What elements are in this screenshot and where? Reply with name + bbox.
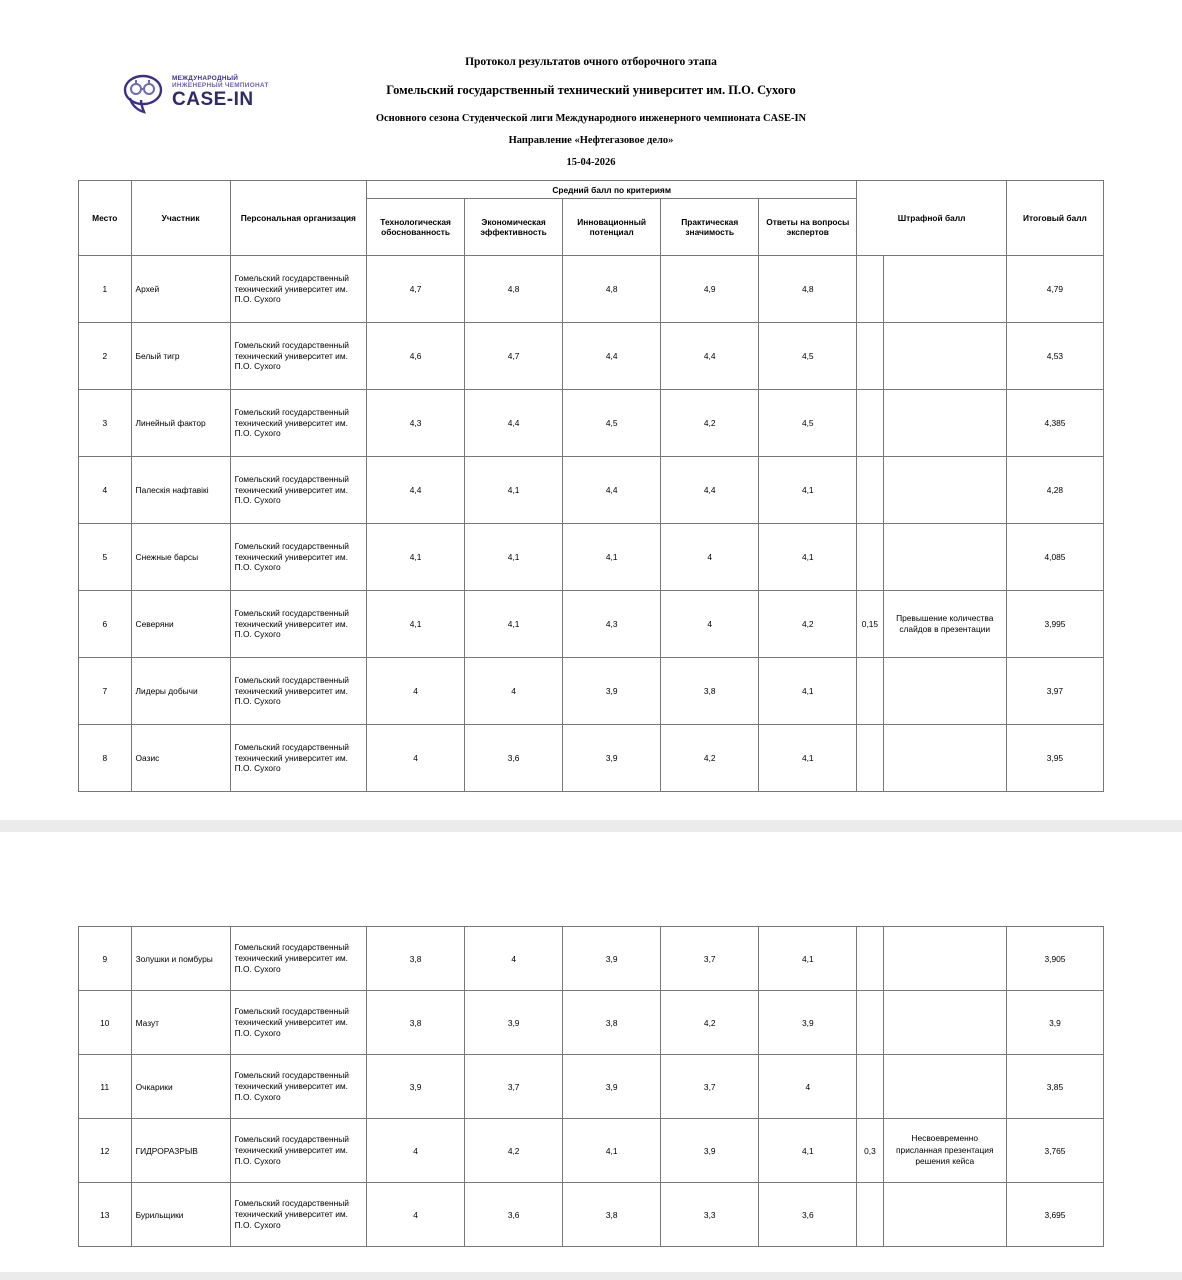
cell-total: 3,905 (1006, 927, 1103, 991)
cell-total: 3,765 (1006, 1119, 1103, 1183)
cell-criterion-4: 4,2 (661, 725, 759, 792)
cell-criterion-3: 3,9 (563, 658, 661, 725)
cell-penalty-reason (883, 457, 1006, 524)
cell-participant: Северяни (131, 591, 230, 658)
table-row (79, 658, 1104, 725)
cell-participant: Архей (131, 256, 230, 323)
cell-criterion-2: 4,1 (465, 524, 563, 591)
cell-participant: Золушки и помбуры (131, 927, 230, 991)
cell-criterion-1: 4,6 (367, 323, 465, 390)
document-subtitle-season: Основного сезона Студенческой лиги Международного инженерного чемпионата CASE-IN (375, 113, 807, 124)
cell-penalty-value (857, 524, 883, 591)
cell-penalty-value: 0,15 (857, 591, 883, 658)
cell-criterion-3: 4,4 (563, 323, 661, 390)
cell-place: 4 (79, 457, 132, 524)
header-place: Место (79, 181, 132, 256)
results-table-continued (78, 926, 1104, 1247)
cell-penalty-reason: Несвоевременно присланная презентация решения кейса (883, 1119, 1006, 1183)
cell-criterion-1: 3,9 (367, 1055, 465, 1119)
header-criterion-2: Экономическая эффективность (465, 199, 563, 256)
cell-organization: Гомельский государственный технический университет им. П.О. Сухого (230, 591, 366, 658)
header-criterion-1: Технологическая обоснованность (367, 199, 465, 256)
table-row (79, 390, 1104, 457)
table-group-header-row (79, 181, 1104, 199)
header-criterion-3: Инновационный потенциал (563, 199, 661, 256)
cell-criterion-1: 4 (367, 725, 465, 792)
cell-criterion-4: 3,7 (661, 1055, 759, 1119)
cell-criterion-1: 4,1 (367, 524, 465, 591)
cell-participant: Лидеры добычи (131, 658, 230, 725)
cell-penalty-reason (883, 725, 1006, 792)
cell-criterion-1: 4,4 (367, 457, 465, 524)
logo-line-1: МЕЖДУНАРОДНЫЙ (172, 74, 239, 82)
cell-criterion-3: 3,8 (563, 1183, 661, 1247)
cell-organization: Гомельский государственный технический университет им. П.О. Сухого (230, 1183, 366, 1247)
cell-criterion-5: 4,1 (759, 457, 857, 524)
cell-criterion-5: 4,8 (759, 256, 857, 323)
cell-organization: Гомельский государственный технический университет им. П.О. Сухого (230, 390, 366, 457)
document-subtitle-direction: Направление «Нефтегазовое дело» (508, 135, 674, 146)
cell-participant: ГИДРОРАЗРЫВ (131, 1119, 230, 1183)
table-body-page-1 (79, 256, 1104, 792)
cell-criterion-2: 4,1 (465, 457, 563, 524)
cell-penalty-value (857, 1055, 883, 1119)
cell-criterion-1: 3,8 (367, 991, 465, 1055)
cell-criterion-5: 3,9 (759, 991, 857, 1055)
cell-total: 4,53 (1006, 323, 1103, 390)
header-penalty: Штрафной балл (857, 181, 1007, 256)
cell-criterion-4: 4,4 (661, 323, 759, 390)
cell-criterion-3: 4,1 (563, 524, 661, 591)
cell-criterion-5: 3,6 (759, 1183, 857, 1247)
cell-criterion-1: 4 (367, 658, 465, 725)
cell-criterion-2: 3,7 (465, 1055, 563, 1119)
cell-criterion-1: 4 (367, 1183, 465, 1247)
table-row (79, 991, 1104, 1055)
cell-organization: Гомельский государственный технический университет им. П.О. Сухого (230, 524, 366, 591)
cell-organization: Гомельский государственный технический университет им. П.О. Сухого (230, 1119, 366, 1183)
cell-criterion-3: 3,9 (563, 725, 661, 792)
cell-organization: Гомельский государственный технический университет им. П.О. Сухого (230, 323, 366, 390)
cell-criterion-4: 4,2 (661, 991, 759, 1055)
cell-criterion-5: 4,1 (759, 1119, 857, 1183)
cell-criterion-4: 4 (661, 524, 759, 591)
table-row (79, 323, 1104, 390)
cell-total: 3,97 (1006, 658, 1103, 725)
cell-penalty-reason (883, 390, 1006, 457)
cell-total: 4,28 (1006, 457, 1103, 524)
cell-criterion-1: 3,8 (367, 927, 465, 991)
cell-penalty-reason (883, 256, 1006, 323)
cell-criterion-4: 4,9 (661, 256, 759, 323)
cell-participant: Бурильщики (131, 1183, 230, 1247)
cell-place: 7 (79, 658, 132, 725)
cell-place: 2 (79, 323, 132, 390)
table-row (79, 591, 1104, 658)
header-organization: Персональная организация (230, 181, 366, 256)
cell-penalty-value (857, 256, 883, 323)
cell-total: 3,995 (1006, 591, 1103, 658)
cell-criterion-3: 4,5 (563, 390, 661, 457)
table-row (79, 524, 1104, 591)
cell-penalty-reason (883, 524, 1006, 591)
cell-criterion-2: 4,2 (465, 1119, 563, 1183)
header-total: Итоговый балл (1006, 181, 1103, 256)
cell-penalty-reason (883, 991, 1006, 1055)
case-in-logo-icon (122, 71, 166, 115)
cell-criterion-2: 3,6 (465, 725, 563, 792)
cell-penalty-value (857, 658, 883, 725)
cell-penalty-reason (883, 1183, 1006, 1247)
cell-participant: Мазут (131, 991, 230, 1055)
cell-place: 9 (79, 927, 132, 991)
document-title: Протокол результатов очного отборочного этапа (465, 56, 717, 68)
cell-criterion-5: 4,2 (759, 591, 857, 658)
cell-organization: Гомельский государственный технический университет им. П.О. Сухого (230, 658, 366, 725)
cell-criterion-5: 4,1 (759, 658, 857, 725)
cell-criterion-2: 4,7 (465, 323, 563, 390)
header-criterion-4: Практическая значимость (661, 199, 759, 256)
table-row (79, 1183, 1104, 1247)
cell-penalty-value (857, 457, 883, 524)
cell-criterion-1: 4,1 (367, 591, 465, 658)
cell-penalty-value (857, 927, 883, 991)
cell-organization: Гомельский государственный технический университет им. П.О. Сухого (230, 991, 366, 1055)
cell-place: 1 (79, 256, 132, 323)
cell-place: 8 (79, 725, 132, 792)
cell-criterion-4: 4,4 (661, 457, 759, 524)
table-row (79, 1055, 1104, 1119)
cell-penalty-reason (883, 1055, 1006, 1119)
cell-participant: Очкарики (131, 1055, 230, 1119)
cell-penalty-reason: Превышение количества слайдов в презентации (883, 591, 1006, 658)
cell-place: 6 (79, 591, 132, 658)
cell-place: 11 (79, 1055, 132, 1119)
cell-criterion-2: 4,8 (465, 256, 563, 323)
cell-criterion-2: 4 (465, 658, 563, 725)
case-in-logo (122, 68, 287, 118)
table-body-page-2 (79, 927, 1104, 1247)
cell-participant: Линейный фактор (131, 390, 230, 457)
cell-criterion-4: 4,2 (661, 390, 759, 457)
document-header (0, 0, 1182, 180)
cell-criterion-2: 3,9 (465, 991, 563, 1055)
cell-criterion-4: 3,3 (661, 1183, 759, 1247)
cell-total: 3,695 (1006, 1183, 1103, 1247)
header-criterion-5: Ответы на вопросы экспертов (759, 199, 857, 256)
cell-total: 4,085 (1006, 524, 1103, 591)
cell-penalty-value (857, 725, 883, 792)
cell-penalty-value (857, 1183, 883, 1247)
document-date: 15-04-2026 (566, 157, 616, 168)
cell-criterion-3: 3,9 (563, 927, 661, 991)
cell-place: 13 (79, 1183, 132, 1247)
table-row (79, 457, 1104, 524)
cell-organization: Гомельский государственный технический университет им. П.О. Сухого (230, 256, 366, 323)
cell-participant: Снежные барсы (131, 524, 230, 591)
cell-criterion-4: 3,7 (661, 927, 759, 991)
cell-organization: Гомельский государственный технический университет им. П.О. Сухого (230, 725, 366, 792)
results-table-container-page-1 (0, 180, 1182, 792)
cell-penalty-value (857, 991, 883, 1055)
cell-criterion-3: 3,8 (563, 991, 661, 1055)
cell-penalty-value (857, 323, 883, 390)
cell-criterion-1: 4,3 (367, 390, 465, 457)
results-table (78, 180, 1104, 792)
cell-criterion-4: 3,8 (661, 658, 759, 725)
cell-place: 5 (79, 524, 132, 591)
cell-criterion-4: 4 (661, 591, 759, 658)
cell-criterion-2: 4,1 (465, 591, 563, 658)
cell-total: 3,85 (1006, 1055, 1103, 1119)
cell-criterion-4: 3,9 (661, 1119, 759, 1183)
header-criteria-group: Средний балл по критериям (367, 181, 857, 199)
cell-criterion-2: 3,6 (465, 1183, 563, 1247)
cell-criterion-5: 4,1 (759, 725, 857, 792)
cell-criterion-3: 4,4 (563, 457, 661, 524)
cell-criterion-2: 4 (465, 927, 563, 991)
cell-penalty-value: 0,3 (857, 1119, 883, 1183)
cell-criterion-5: 4,1 (759, 524, 857, 591)
cell-criterion-5: 4,5 (759, 323, 857, 390)
table-head (79, 181, 1104, 256)
table-row (79, 256, 1104, 323)
cell-participant: Палескія нафтавікі (131, 457, 230, 524)
table-row (79, 1119, 1104, 1183)
document-subtitle-university: Гомельский государственный технический университет им. П.О. Сухого (386, 83, 796, 97)
cell-criterion-1: 4 (367, 1119, 465, 1183)
cell-penalty-value (857, 390, 883, 457)
cell-penalty-reason (883, 658, 1006, 725)
cell-organization: Гомельский государственный технический университет им. П.О. Сухого (230, 1055, 366, 1119)
results-table-container-page-2 (0, 832, 1182, 1247)
cell-criterion-3: 3,9 (563, 1055, 661, 1119)
cell-criterion-3: 4,3 (563, 591, 661, 658)
logo-line-3: CASE-IN (172, 89, 254, 111)
cell-criterion-2: 4,4 (465, 390, 563, 457)
cell-criterion-1: 4,7 (367, 256, 465, 323)
cell-total: 3,95 (1006, 725, 1103, 792)
cell-participant: Белый тигр (131, 323, 230, 390)
logo-line-2: ИНЖЕНЕРНЫЙ ЧЕМПИОНАТ (172, 81, 269, 89)
table-row (79, 927, 1104, 991)
cell-place: 12 (79, 1119, 132, 1183)
cell-participant: Оазис (131, 725, 230, 792)
cell-criterion-3: 4,1 (563, 1119, 661, 1183)
cell-penalty-reason (883, 323, 1006, 390)
cell-criterion-5: 4,5 (759, 390, 857, 457)
cell-organization: Гомельский государственный технический университет им. П.О. Сухого (230, 927, 366, 991)
cell-total: 3,9 (1006, 991, 1103, 1055)
cell-total: 4,385 (1006, 390, 1103, 457)
cell-place: 3 (79, 390, 132, 457)
cell-criterion-3: 4,8 (563, 256, 661, 323)
cell-organization: Гомельский государственный технический университет им. П.О. Сухого (230, 457, 366, 524)
table-row (79, 725, 1104, 792)
cell-total: 4,79 (1006, 256, 1103, 323)
cell-criterion-5: 4,1 (759, 927, 857, 991)
document-page-2 (0, 832, 1182, 1272)
cell-penalty-reason (883, 927, 1006, 991)
cell-place: 10 (79, 991, 132, 1055)
cell-criterion-5: 4 (759, 1055, 857, 1119)
header-participant: Участник (131, 181, 230, 256)
